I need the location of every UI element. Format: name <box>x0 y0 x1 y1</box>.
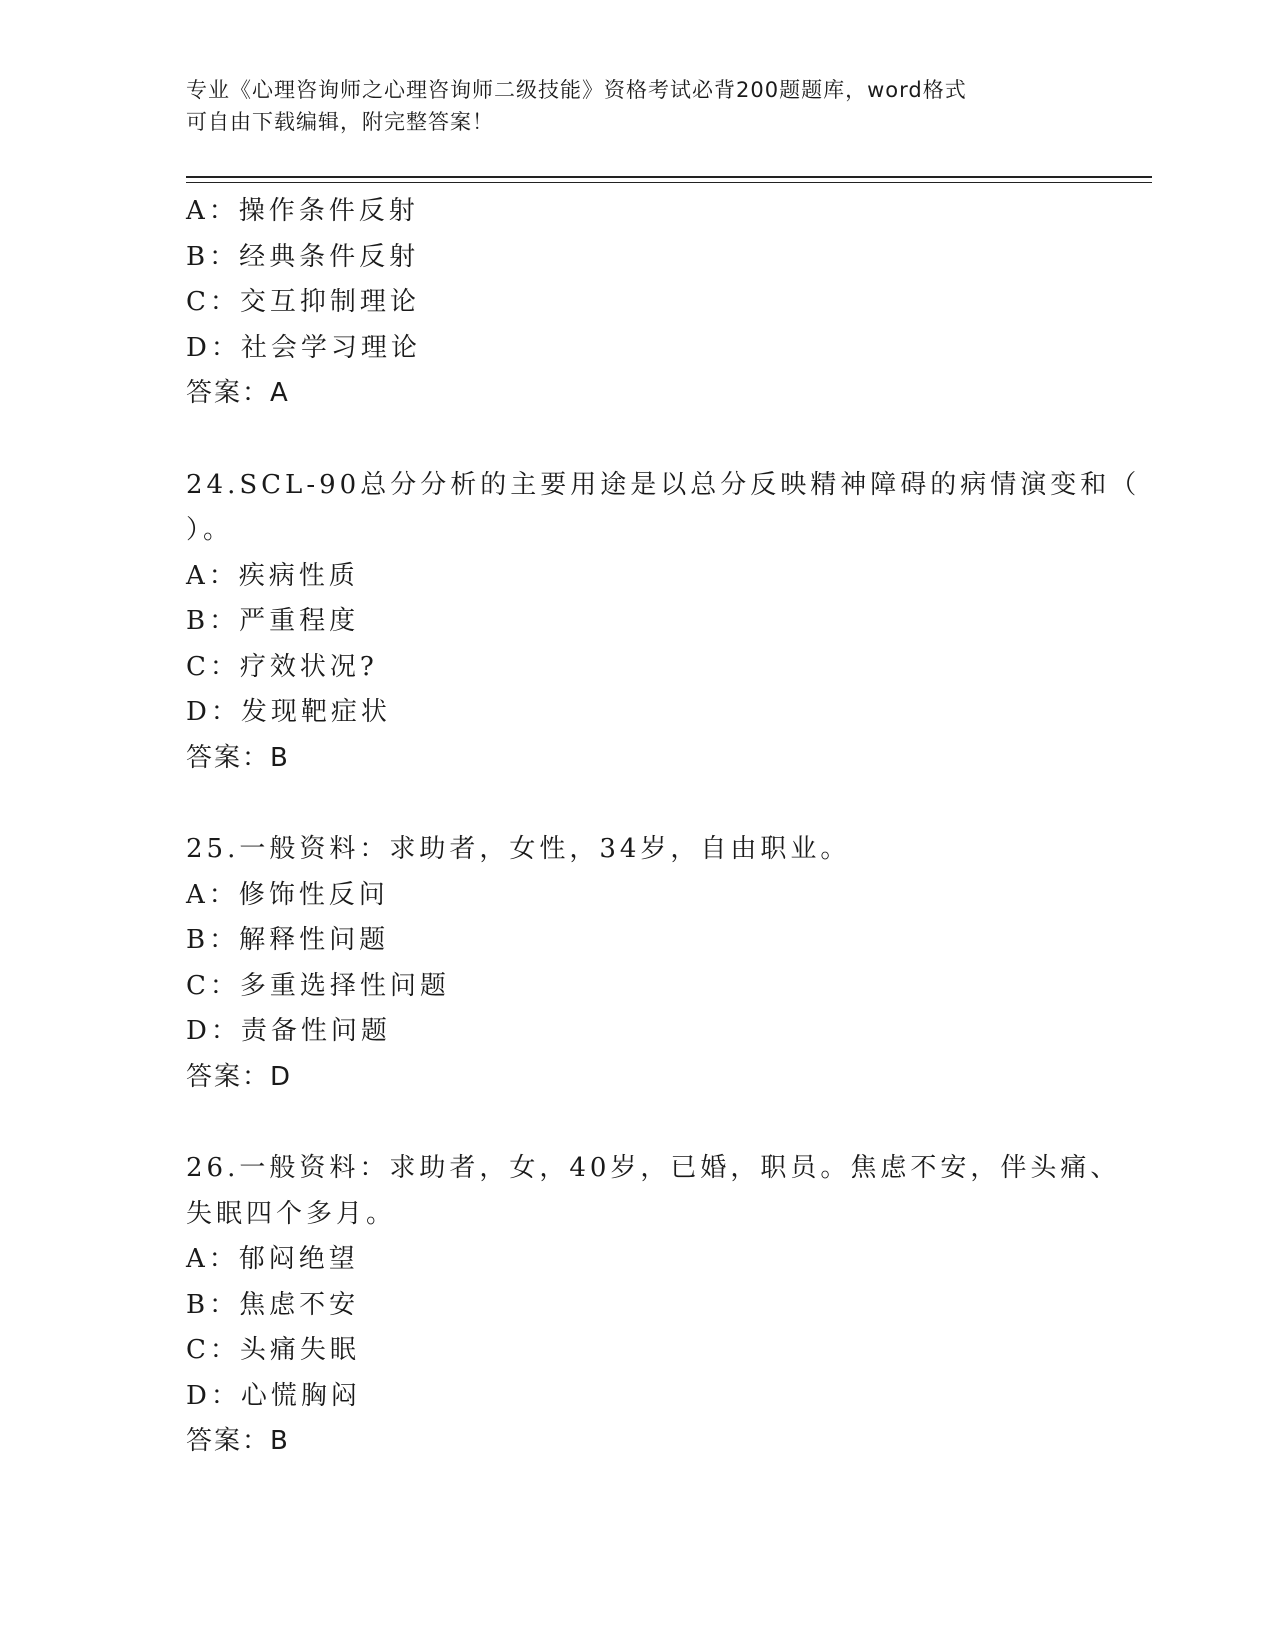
question-block-26 <box>186 1146 1121 1465</box>
option-c: C：交互抑制理论 <box>186 287 420 317</box>
option-b: B：焦虑不安 <box>186 1289 360 1320</box>
option-a: A：郁闷绝望 <box>186 1244 359 1274</box>
answer-line: 答案：D <box>186 1061 293 1092</box>
answer-line: 答案：B <box>186 1426 290 1456</box>
option-c: C：头痛失眠 <box>186 1335 360 1365</box>
option-a: A：操作条件反射 <box>186 196 419 226</box>
option-a: A：疾病性质 <box>186 560 359 591</box>
option-c: C：疗效状况? <box>186 651 378 682</box>
document-header <box>186 74 1086 138</box>
question-stem: 24.SCL-90总分分析的主要用途是以总分反映精神障碍的病情演变和（ <box>186 469 1141 500</box>
question-stem-continued: ）。 <box>186 515 234 545</box>
question-block-24 <box>186 463 1141 782</box>
option-b: B：经典条件反射 <box>186 241 420 272</box>
spacer <box>186 1100 1086 1146</box>
question-block-prev <box>186 189 1086 417</box>
question-stem: 25.一般资料：求助者，女性，34岁，自由职业。 <box>186 834 851 864</box>
option-b: B：严重程度 <box>186 606 360 636</box>
option-a: A：修饰性反问 <box>186 879 389 910</box>
header-rule-thick <box>186 176 1152 178</box>
question-stem: 26.一般资料：求助者，女，40岁，已婚，职员。焦虑不安，伴头痛、 <box>186 1153 1121 1183</box>
header-rule-thin <box>186 182 1152 183</box>
spacer <box>186 417 1086 463</box>
question-stem-continued: 失眠四个多月。 <box>186 1198 397 1229</box>
option-d: D：心慌胸闷 <box>186 1380 361 1411</box>
option-d: D：责备性问题 <box>186 1016 391 1046</box>
header-line-1: 专业《心理咨询师之心理咨询师二级技能》资格考试必背200题题库，word格式 <box>186 78 967 102</box>
option-d: D：发现靶症状 <box>186 697 391 727</box>
question-block-25 <box>186 827 1086 1100</box>
option-c: C：多重选择性问题 <box>186 970 450 1001</box>
spacer <box>186 781 1086 827</box>
question-list <box>186 189 1141 1465</box>
option-d: D：社会学习理论 <box>186 332 421 363</box>
answer-line: 答案：B <box>186 742 290 773</box>
header-line-2: 可自由下载编辑，附完整答案！ <box>186 110 494 134</box>
option-b: B：解释性问题 <box>186 925 390 955</box>
answer-line: 答案：A <box>186 378 290 408</box>
